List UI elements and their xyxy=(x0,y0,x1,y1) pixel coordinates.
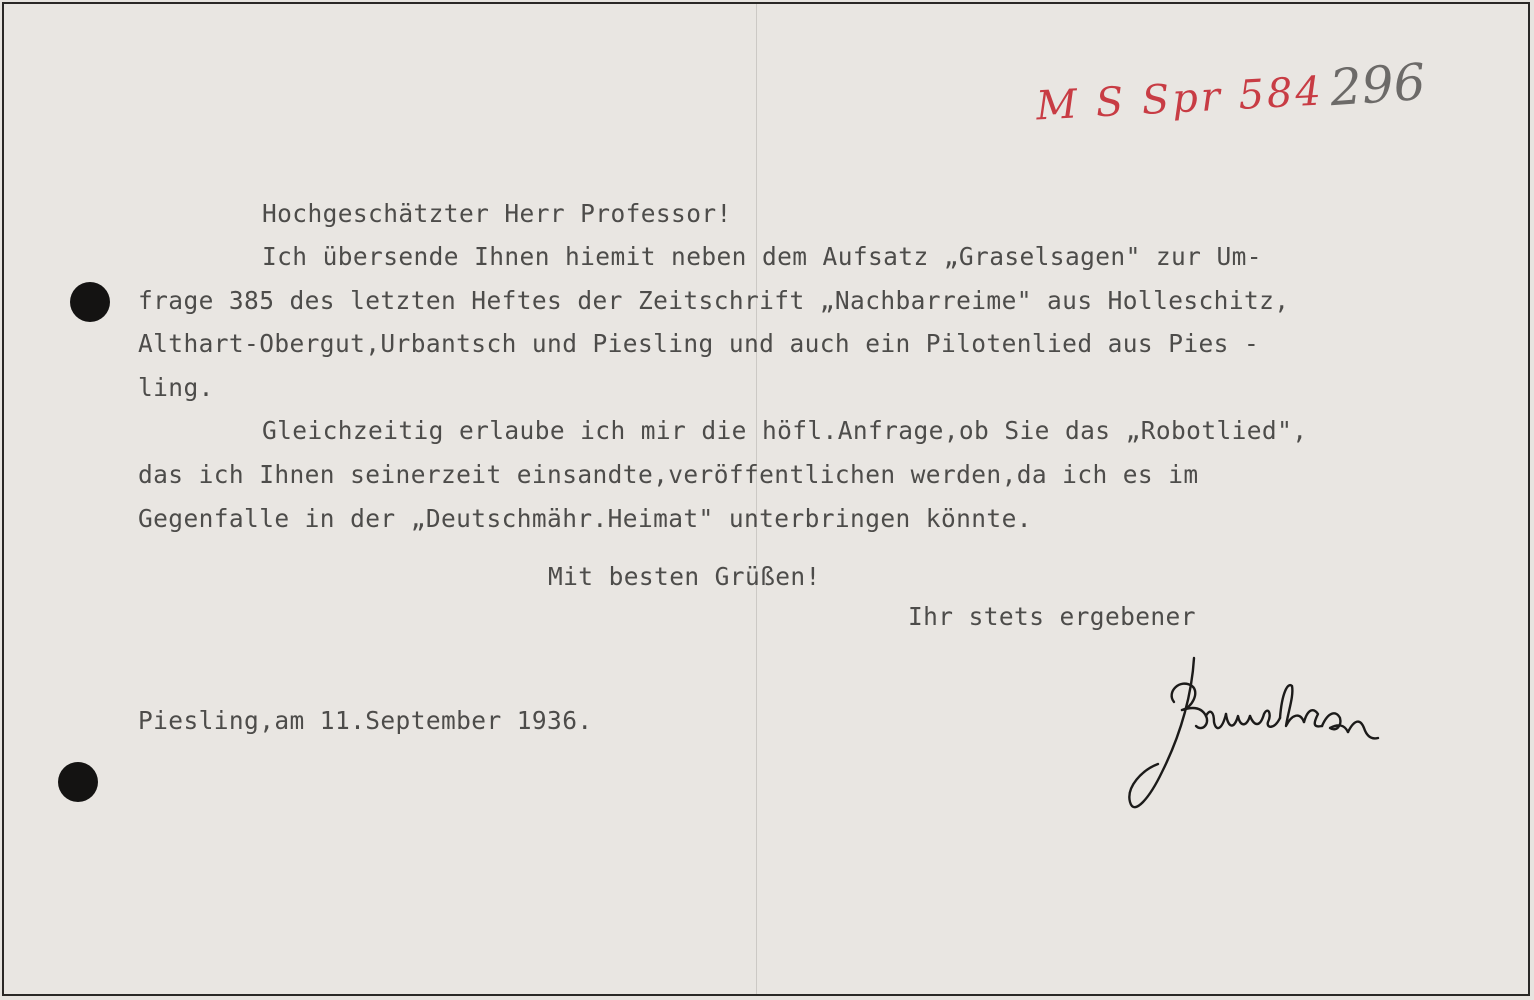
letter-line: das ich Ihnen seinerzeit einsandte,veröffentlichen werden,da ich es im xyxy=(138,460,1199,489)
letter-line: Ich übersende Ihnen hiemit neben dem Aufsatz „Graselsagen" zur Um- xyxy=(262,242,1262,271)
archive-mark: M S Spr 584 xyxy=(1034,68,1325,130)
letter-line: Gegenfalle in der „Deutschmähr.Heimat" unterbringen könnte. xyxy=(138,504,1032,533)
letter-line: Althart-Obergut,Urbantsch und Piesling und auch ein Pilotenlied aus Pies - xyxy=(138,329,1260,358)
letter-line: frage 385 des letzten Heftes der Zeitschrift „Nachbarreime" aus Holleschitz, xyxy=(138,286,1290,315)
letter-line: ling. xyxy=(138,373,214,402)
fold-line xyxy=(756,4,757,994)
letter-line: Gleichzeitig erlaube ich mir die höfl.Anfrage,ob Sie das „Robotlied", xyxy=(262,416,1308,445)
punch-hole-bottom xyxy=(58,762,98,802)
letter-sheet xyxy=(2,2,1530,996)
closing: Mit besten Grüßen! xyxy=(548,562,821,591)
closing-phrase: Ihr stets ergebener xyxy=(908,602,1196,631)
salutation: Hochgeschätzter Herr Professor! xyxy=(262,199,732,228)
punch-hole-top xyxy=(70,282,110,322)
page-number: 296 xyxy=(1328,52,1428,118)
signature xyxy=(1122,652,1392,822)
signature-drawing xyxy=(1122,652,1392,822)
place-date: Piesling,am 11.September 1936. xyxy=(138,706,593,735)
